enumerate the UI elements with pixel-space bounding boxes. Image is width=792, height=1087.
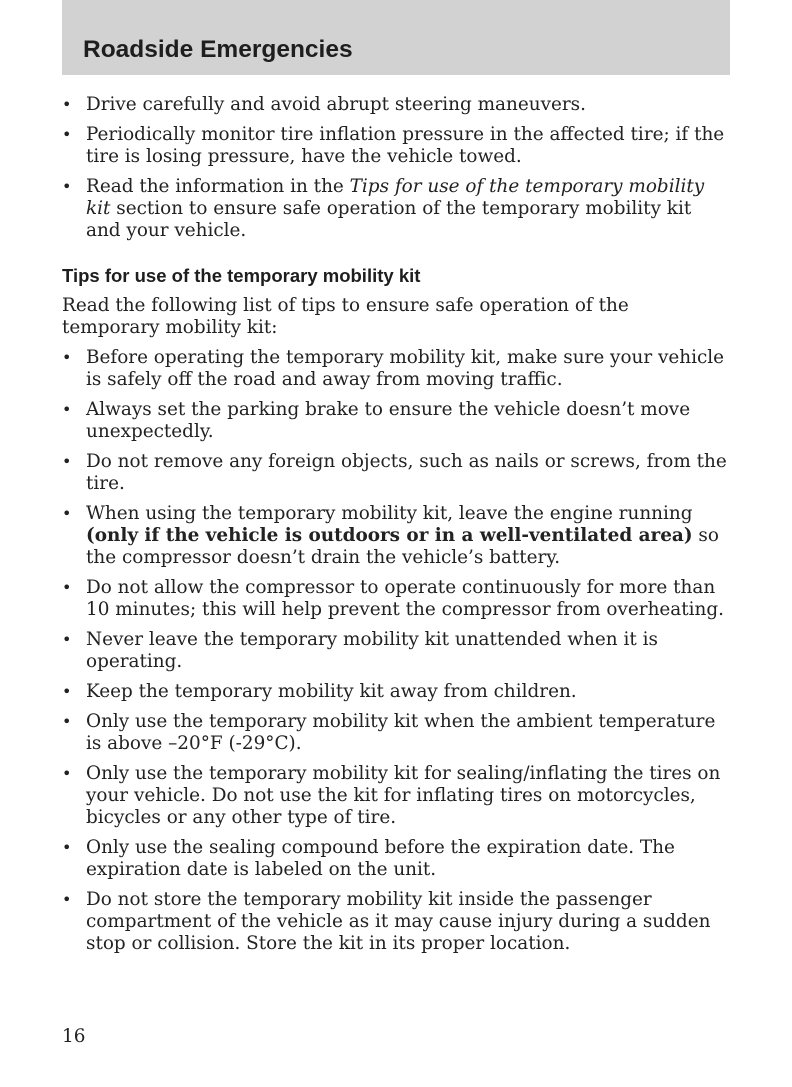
list-item bbox=[62, 176, 730, 242]
list-item-text-post: section to ensure safe operation of the temporary mobility kit and your vehicle. bbox=[86, 198, 692, 241]
bullet-list-tips bbox=[62, 347, 730, 955]
bullet-icon: • bbox=[62, 348, 72, 367]
header-bar bbox=[62, 0, 730, 75]
list-item bbox=[62, 577, 730, 621]
bullet-list-general bbox=[62, 94, 730, 242]
list-item bbox=[62, 763, 730, 829]
list-item-text: Before operating the temporary mobility kit, make sure your vehicle is safely off the road and away from moving traffic. bbox=[86, 347, 725, 390]
list-item-text: Periodically monitor tire inflation pressure in the affected tire; if the tire is losing pressure, have the vehicle towed. bbox=[86, 124, 725, 167]
list-item-text-pre: Read the information in the bbox=[86, 176, 350, 197]
list-item-text: Only use the sealing compound before the expiration date. The expiration date is labeled on the unit. bbox=[86, 837, 675, 880]
warning-emphasis: (only if the vehicle is outdoors or in a well-ventilated area) bbox=[86, 525, 693, 546]
list-item bbox=[62, 889, 730, 955]
list-item bbox=[62, 124, 730, 168]
bullet-icon: • bbox=[62, 764, 72, 783]
list-item bbox=[62, 711, 730, 755]
list-item bbox=[62, 399, 730, 443]
bullet-icon: • bbox=[62, 177, 72, 196]
bullet-icon: • bbox=[62, 890, 72, 909]
list-item bbox=[62, 629, 730, 673]
bullet-icon: • bbox=[62, 630, 72, 649]
list-item-text: Do not remove any foreign objects, such as nails or screws, from the tire. bbox=[86, 451, 727, 494]
list-item bbox=[62, 347, 730, 391]
list-item-text-post: so the compressor doesn’t drain the vehicle’s battery. bbox=[86, 525, 719, 568]
list-item bbox=[62, 503, 730, 569]
bullet-icon: • bbox=[62, 400, 72, 419]
list-item bbox=[62, 451, 730, 495]
main-content bbox=[62, 94, 730, 963]
bullet-icon: • bbox=[62, 578, 72, 597]
section-heading: Tips for use of the temporary mobility kit bbox=[62, 265, 421, 286]
list-item-text: Keep the temporary mobility kit away from children. bbox=[86, 681, 577, 702]
list-item-text: Only use the temporary mobility kit when the ambient temperature is above –20°F (-29°C). bbox=[86, 711, 716, 754]
list-item-text: Do not allow the compressor to operate continuously for more than 10 minutes; this will help prevent the compressor from overheating. bbox=[86, 577, 724, 620]
list-item-text: Never leave the temporary mobility kit unattended when it is operating. bbox=[86, 629, 658, 672]
section-intro: Read the following list of tips to ensure safe operation of the temporary mobility kit: bbox=[62, 295, 629, 338]
bullet-icon: • bbox=[62, 682, 72, 701]
list-item bbox=[62, 94, 730, 116]
list-item bbox=[62, 837, 730, 881]
bullet-icon: • bbox=[62, 452, 72, 471]
list-item-text: Only use the temporary mobility kit for sealing/inflating the tires on your vehicle. Do not use the kit for inflating tires on motorcycles, bicycles or any other type of tire. bbox=[86, 763, 721, 828]
list-item-text: Always set the parking brake to ensure the vehicle doesn’t move unexpectedly. bbox=[86, 399, 691, 442]
bullet-icon: • bbox=[62, 712, 72, 731]
list-item-text-pre: When using the temporary mobility kit, leave the engine running bbox=[86, 503, 693, 524]
list-item-text: Drive carefully and avoid abrupt steering maneuvers. bbox=[86, 94, 586, 115]
bullet-icon: • bbox=[62, 838, 72, 857]
list-item bbox=[62, 681, 730, 703]
bullet-icon: • bbox=[62, 125, 72, 144]
page-number: 16 bbox=[62, 1026, 86, 1047]
page-title: Roadside Emergencies bbox=[83, 36, 353, 63]
bullet-icon: • bbox=[62, 95, 72, 114]
bullet-icon: • bbox=[62, 504, 72, 523]
list-item-text: Do not store the temporary mobility kit inside the passenger compartment of the vehicle as it may cause injury during a sudden stop or collision. Store the kit in its proper location. bbox=[86, 889, 711, 954]
section-reference: Tips for use of the temporary mobility kit bbox=[86, 176, 705, 219]
